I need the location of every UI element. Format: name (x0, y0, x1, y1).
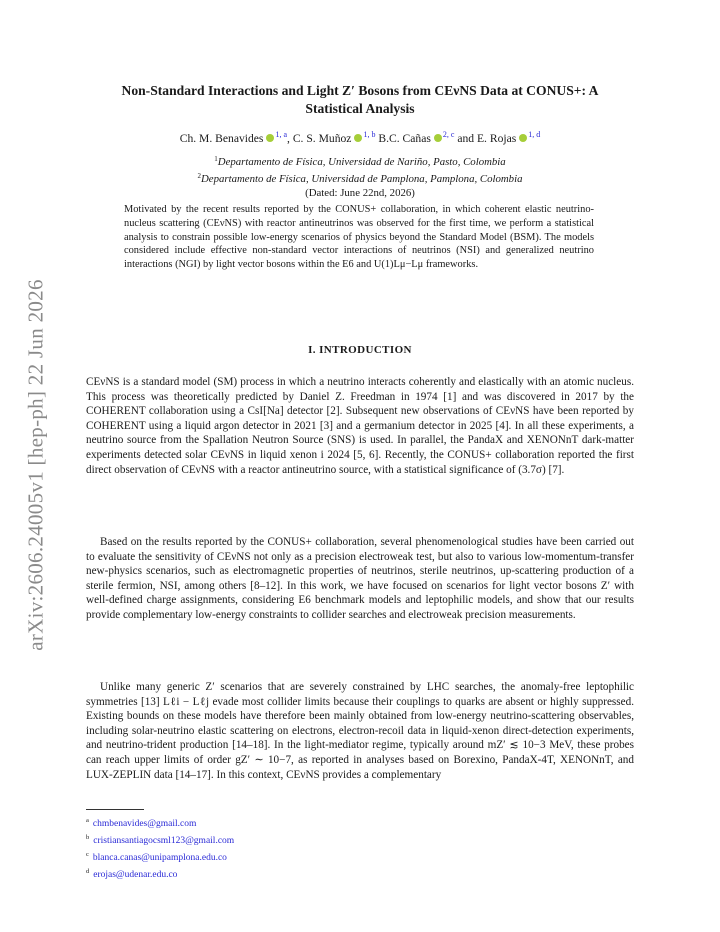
footnote-item: $^d$ erojas@udenar.edu.co (86, 868, 178, 880)
affiliations (100, 152, 620, 200)
email-link[interactable]: chmbenavides@gmail.com (92, 819, 197, 829)
author-separator: , (287, 132, 290, 145)
abstract: Motivated by the recent results reported by the CONUS+ collaboration, in which coherent elastic neutrino-nucleus scattering (CEνNS) with reactor antineutrinos was observed for the first time, we perform a statistical analysis to constrain possible low-energy scenarios of physics beyond the Standard Model (BSM). The models considered include effective non-standard vector interactions of neutrinos (NSI) and generalized neutrino interactions (NGI) by light vector bosons within the E6 and U(1)Lμ−Lμ frameworks. (124, 204, 594, 271)
date-line: (Dated: June 22nd, 2026) (305, 187, 415, 199)
email-link[interactable]: cristiansantiagocsml123@gmail.com (93, 836, 235, 846)
email-link[interactable]: erojas@udenar.edu.co (93, 870, 178, 880)
orcid-icon[interactable] (434, 134, 442, 142)
intro-paragraph: Unlike many generic Z′ scenarios that are severely constrained by LHC searches, the anomaly-free leptophilic symmetries [13] Lℓi − Lℓj evade most collider limits because their couplings to quarks are absent or highly suppressed. Existing bounds on these models have therefore been mainly obtained from low-energy neutrino-scattering observables, including solar-neutrino elastic scattering on electrons, electron-recoil data in liquid-xenon direct-detection experiments, and neutrino-trident production [14–18]. In the light-mediator regime, typically around mZ′ ≲ 10−3 MeV, these probes can reach upper limits of order gZ′ ∼ 10−7, as reported in analyses based on Borexino, PandaX-4T, XENONnT, and LUX-ZEPLIN data [14–17]. In this context, CEνNS provides a complementary (86, 681, 634, 781)
section-heading-introduction: I. INTRODUCTION (308, 344, 412, 356)
author-list (100, 130, 620, 145)
footnote-divider (86, 809, 144, 810)
footnote-item: $^b$ cristiansantiagocsml123@gmail.com (86, 834, 235, 846)
author-marks[interactable]: 2, c (442, 130, 455, 139)
author-marks[interactable]: 1, b (363, 130, 376, 139)
author-name: E. Rojas (476, 132, 517, 145)
paper-title: Non-Standard Interactions and Light Z′ Bosons from CEνNS Data at CONUS+: A Statistical Analysis (121, 83, 599, 116)
author-name: Ch. M. Benavides (179, 132, 264, 145)
author-marks[interactable]: 1, d (528, 130, 541, 139)
intro-paragraph: CEνNS is a standard model (SM) process in which a neutrino interacts coherently and elastically with an atomic nucleus. This process was theoretically predicted by Daniel Z. Freedman in 1974 [1] and was discovered in 2017 by the COHERENT collaboration using a CsI[Na] detector [2]. Subsequent new observations of CEνNS have been reported by COHERENT using a liquid argon detector in 2021 [3] and a germanium detector in 2025 [4]. In all these experiments, a neutrino source from the Spallation Neutron Source (SNS) is used. In parallel, the PandaX and XENONnT dark-matter experiments detected solar CEνNS in liquid xenon i 2024 [5, 6]. Recently, the CONUS+ collaboration reported the first direct observation of CEνNS with a reactor antineutrino source, with a statistical significance of (3.7σ) [7]. (86, 376, 634, 476)
arxiv-identifier-stamp (14, 0, 58, 932)
affiliation-line: $^1$Departamento de Física, Universidad de Nariño, Pasto, Colombia (214, 155, 506, 168)
orcid-icon[interactable] (354, 134, 362, 142)
intro-paragraph: Based on the results reported by the CONUS+ collaboration, several phenomenological studies have been carried out to evaluate the sensitivity of CEνNS not only as a precision electroweak test, but also to various low-momentum-transfer new-physics scenarios, such as electromagnetic properties of neutrinos, sterile neutrinos, up-scattering production of a sterile fermion, NSI, among others [8–12]. In this work, we have focused on scenarios for light vector bosons Z′ with well-defined charge assignments, considering E6 benchmark models and leptophilic models, and show that our results provide complementary low-energy constraints to collider searches and electroweak precision measurements. (86, 536, 634, 621)
arxiv-stamp-text: arXiv:2606.24005v1 [hep-ph] 22 Jun 2026 (23, 279, 48, 651)
email-link[interactable]: blanca.canas@unipamplona.edu.co (92, 853, 227, 863)
orcid-icon[interactable] (266, 134, 274, 142)
author-name: C. S. Muñoz (292, 132, 352, 145)
footnote-item: $^a$ chmbenavides@gmail.com (86, 817, 197, 829)
author-name: B.C. Cañas (378, 132, 431, 145)
author-marks[interactable]: 1, a (275, 130, 288, 139)
author-separator: and (454, 132, 475, 145)
footnotes (86, 814, 234, 882)
footnote-item: $^c$ blanca.canas@unipamplona.edu.co (86, 851, 227, 863)
affiliation-line: $^2$Departamento de Física, Universidad de Pamplona, Pamplona, Colombia (197, 172, 523, 185)
orcid-icon[interactable] (519, 134, 527, 142)
